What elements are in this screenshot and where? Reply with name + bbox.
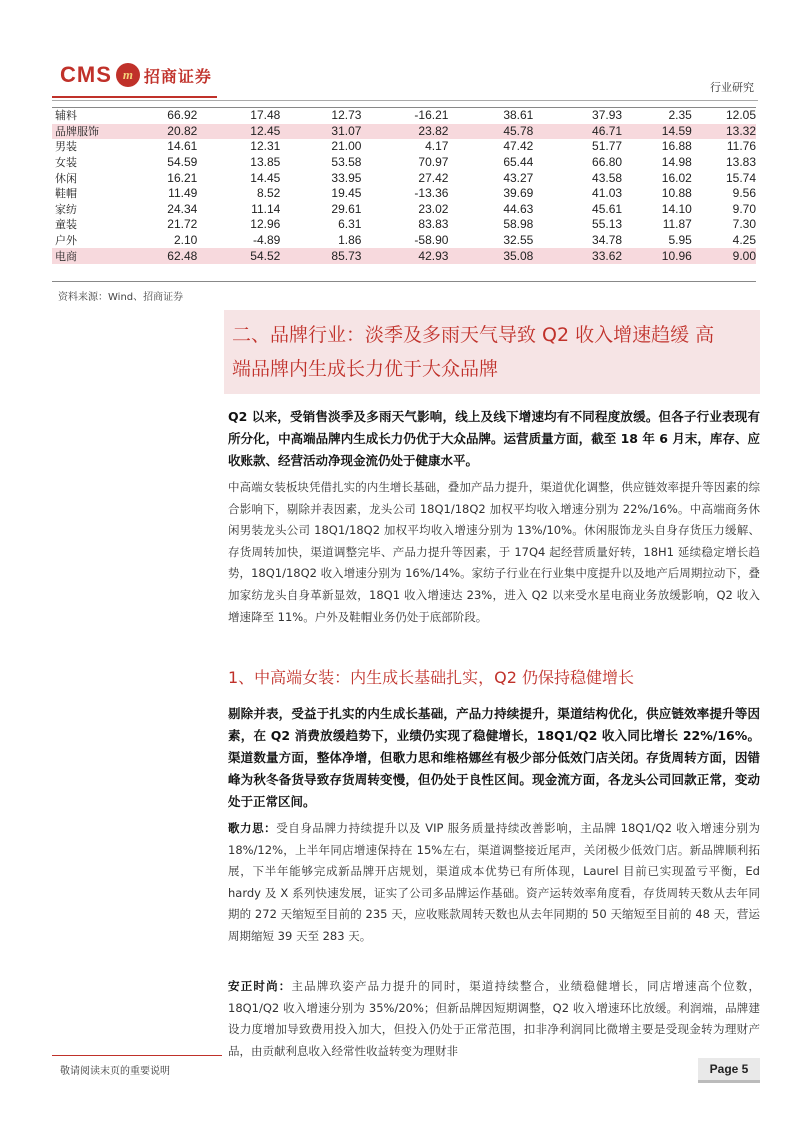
revenue-growth-table xyxy=(52,108,756,264)
table-cell: 16.02 xyxy=(661,170,692,185)
table-cell: 38.61 xyxy=(503,108,534,123)
table-cell: 12.96 xyxy=(250,217,281,232)
table-cell: -58.90 xyxy=(414,233,449,248)
table-cell: 5.95 xyxy=(668,233,692,248)
table-cell: 12.31 xyxy=(250,139,281,154)
table-cell: 39.69 xyxy=(503,186,534,201)
company-text-gls: 受自身品牌力持续提升以及 VIP 服务质量持续改善影响，主品牌 18Q1/Q2 收入增速分别为 18%/12%，上半年同店增速保持在 15%左右，渠道调整接近尾声，关闭极少低效门店。新品牌顺利拓展，下半年能够完成新品牌开店规划，渠道成本优势已有所体现，Laurel 目前已实现盈亏平衡，Ed hardy 及 X 系列快速发展，证实了公司多品牌运作基础。资产运转效率角度看，存货周转天数从去年同期的 272 天缩短至目前的 235 天，应收账款周转天数也从去年同期的 50 天缩短至目前的 48 天，营运周期缩短 39 天至 283 天。 xyxy=(228,821,760,943)
intro-bold-paragraph: Q2 以来，受销售淡季及多雨天气影响，线上及线下增速均有不同程度放缓。但各子行业表现有所分化，中高端品牌内生成长力仍优于大众品牌。运营质量方面，截至 18 年 6 月末，库存、应收账款、经营活动净现金流仍处于健康水平。 xyxy=(228,409,760,468)
table-cell: 2.35 xyxy=(668,108,692,123)
table-cell: 54.59 xyxy=(167,155,198,170)
intro-summary xyxy=(228,406,760,472)
table-cell: 20.82 xyxy=(131,124,197,140)
table-cell: -13.36 xyxy=(414,186,449,201)
table-cell: 85.73 xyxy=(280,248,361,264)
table-cell: 47.42 xyxy=(503,139,534,154)
footer-disclaimer: 敬请阅读末页的重要说明 xyxy=(60,1066,170,1077)
table-cell: 14.10 xyxy=(661,201,692,216)
section-title xyxy=(232,318,758,386)
table-row-category: 电商 xyxy=(52,248,131,264)
section-title-line-1: 二、品牌行业：淡季及多雨天气导致 Q2 收入增速趋缓 高 xyxy=(232,324,715,346)
company-paragraph-gls xyxy=(228,818,760,948)
table-cell: 14.59 xyxy=(622,124,692,140)
company-name-gls: 歌力思： xyxy=(228,821,277,835)
intro-body-paragraph: 中高端女装板块凭借扎实的内生增长基础，叠加产品力提升，渠道优化调整，供应链效率提升等因素的综合影响下，剔除并表因素，龙头公司 18Q1/18Q2 加权平均收入增速分别为 22%/16%。中高端商务休闲男装龙头公司 18Q1/18Q2 加权平均收入增速分别为 13%/10%。休闲服饰龙头自身存货压力缓解、存货周转加快，渠道调整完毕、产品力提升等因素，于 17Q4 起经营质量好转，18H1 延续稳定增长趋势，18Q1/18Q2 收入增速分别为 16%/14%。家纺子行业在行业集中度提升以及地产后周期拉动下，叠加家纺龙头自身革新显效，18Q1 收入增速达 23%，进入 Q2 以来受水星电商业务放缓影响，Q2 收入增速降至 11%。户外及鞋帽业务仍处于底部阶段。 xyxy=(228,480,760,624)
table-row-category: 鞋帽 xyxy=(55,187,77,201)
table-cell: 41.03 xyxy=(592,186,623,201)
table-cell: 11.49 xyxy=(168,186,198,201)
table-cell: 51.77 xyxy=(592,139,623,154)
logo-mark-icon: m xyxy=(116,63,140,87)
table-row-category: 童装 xyxy=(55,218,77,232)
header-divider xyxy=(52,100,758,101)
table-cell: 14.45 xyxy=(250,170,281,185)
table-cell: 12.73 xyxy=(331,108,362,123)
table-cell: 33.62 xyxy=(533,248,622,264)
table-cell: 33.95 xyxy=(331,170,362,185)
table-cell: 34.78 xyxy=(592,233,623,248)
page-number: Page 5 xyxy=(698,1058,760,1083)
table-cell: 31.07 xyxy=(280,124,361,140)
footer-divider xyxy=(52,1055,222,1056)
section-title-line-2: 端品牌内生成长力优于大众品牌 xyxy=(232,358,499,380)
table-cell: 11.87 xyxy=(662,217,692,232)
table-row xyxy=(52,217,756,233)
logo-cms-text: CMS xyxy=(60,62,112,87)
table-row-category: 户外 xyxy=(55,234,77,248)
table-cell: 23.82 xyxy=(361,124,448,140)
table-cell: 53.58 xyxy=(331,155,362,170)
subsection-title: 1、中高端女装：内生成长基础扎实，Q2 仍保持稳健增长 xyxy=(228,668,635,687)
table-cell: 9.00 xyxy=(692,248,756,264)
intro-detail xyxy=(228,477,760,628)
table-cell: 17.48 xyxy=(250,108,281,123)
table-cell: 14.98 xyxy=(661,155,692,170)
table-row-category: 品牌服饰 xyxy=(52,124,131,140)
table-cell: 10.88 xyxy=(661,186,692,201)
table-cell: 42.93 xyxy=(361,248,448,264)
table-cell: 1.86 xyxy=(338,233,362,248)
table-cell: 37.93 xyxy=(592,108,623,123)
company-text-azss: 主品牌玖姿产品力提升的同时，渠道持续整合，业绩稳健增长，同店增速高个位数，18Q1/Q2 收入增速分别为 35%/20%；但新品牌因短期调整，Q2 收入增速环比放缓。利润端，品牌建设力度增加导致费用投入加大，但投入仍处于正常范围，扣非净利润同比微增主要是受现金转为理财产品，由贡献利息收入经常性收益转变为理财非 xyxy=(228,979,761,1058)
table-cell: 10.96 xyxy=(622,248,692,264)
table-cell: 8.52 xyxy=(256,186,281,201)
table-cell: 13.83 xyxy=(725,155,756,170)
table-cell: 43.27 xyxy=(503,170,534,185)
table-cell: 23.02 xyxy=(418,201,449,216)
table-cell: 21.00 xyxy=(331,139,362,154)
table-cell: 9.56 xyxy=(732,186,756,201)
table-cell: 35.08 xyxy=(448,248,533,264)
table-cell: -4.89 xyxy=(252,233,281,248)
table-bottom-rule xyxy=(52,281,756,282)
table-row xyxy=(52,170,756,186)
table-cell: 9.70 xyxy=(732,201,756,216)
table-cell: 11.76 xyxy=(726,139,756,154)
table-cell: 24.34 xyxy=(167,201,198,216)
table-row xyxy=(52,202,756,218)
table-cell: 62.48 xyxy=(131,248,197,264)
table-cell: 32.55 xyxy=(503,233,534,248)
company-paragraph-azss xyxy=(228,976,760,1062)
table-cell: 4.25 xyxy=(732,233,756,248)
table-row xyxy=(52,139,756,155)
table-cell: 70.97 xyxy=(418,155,449,170)
table-cell: -16.21 xyxy=(414,108,449,123)
table-cell: 2.10 xyxy=(173,233,198,248)
table-row-category: 辅料 xyxy=(55,109,77,123)
table-cell: 16.21 xyxy=(167,170,198,185)
table-cell: 15.74 xyxy=(725,170,756,185)
table-cell: 12.05 xyxy=(725,108,756,123)
company-logo xyxy=(60,62,212,88)
page-header xyxy=(52,52,762,104)
table-row-category: 休闲 xyxy=(55,171,77,185)
table-cell: 16.88 xyxy=(661,139,692,154)
table-cell: 4.17 xyxy=(425,139,449,154)
table-row-category: 女装 xyxy=(55,156,77,170)
table-row xyxy=(52,108,756,124)
table-cell: 46.71 xyxy=(533,124,622,140)
table-cell: 54.52 xyxy=(197,248,280,264)
company-name-azss: 安正时尚： xyxy=(228,979,292,993)
table-cell: 12.45 xyxy=(197,124,280,140)
table-row xyxy=(52,155,756,171)
table-cell: 7.30 xyxy=(732,217,756,232)
table-cell: 11.14 xyxy=(251,201,281,216)
table-row xyxy=(52,233,756,249)
table-cell: 6.31 xyxy=(338,217,362,232)
table-cell: 83.83 xyxy=(418,217,449,232)
table-row-category: 男装 xyxy=(55,140,77,154)
table-cell: 43.58 xyxy=(592,170,623,185)
table-cell: 14.61 xyxy=(167,139,198,154)
table-cell: 27.42 xyxy=(418,170,449,185)
report-category: 行业研究 xyxy=(710,81,754,94)
table-cell: 13.85 xyxy=(250,155,281,170)
subsection-bold-paragraph: 剔除并表，受益于扎实的内生成长基础，产品力持续提升，渠道结构优化，供应链效率提升等因素，在 Q2 消费放缓趋势下，业绩仍实现了稳健增长，18Q1/Q2 收入同比增长 22%/16%。渠道数量方面，整体净增，但歌力思和维格娜丝有极少部分低效门店关闭。存货周转方面，因错峰为秋冬备货导致存货周转变慢，但仍处于良性区间。现金流方面，各龙头公司回款正常，变动处于正常区间。 xyxy=(228,706,760,809)
table-cell: 66.80 xyxy=(592,155,623,170)
logo-chinese-text: 招商证券 xyxy=(143,66,212,86)
table-cell: 29.61 xyxy=(331,201,362,216)
table-cell: 66.92 xyxy=(167,108,198,123)
table-cell: 21.72 xyxy=(167,217,198,232)
table-cell: 19.45 xyxy=(331,186,362,201)
table-row xyxy=(52,248,756,264)
table-row xyxy=(52,186,756,202)
table-cell: 13.32 xyxy=(692,124,756,140)
table-cell: 45.78 xyxy=(448,124,533,140)
subsection-summary xyxy=(228,703,760,813)
logo-underline xyxy=(52,96,217,98)
table-cell: 65.44 xyxy=(503,155,534,170)
table-cell: 58.98 xyxy=(503,217,534,232)
table-row xyxy=(52,124,756,140)
table-source: 资料来源：Wind、招商证券 xyxy=(58,292,184,303)
table-row-category: 家纺 xyxy=(55,202,77,216)
table-cell: 55.13 xyxy=(592,217,623,232)
table-cell: 44.63 xyxy=(503,201,534,216)
table-cell: 45.61 xyxy=(592,201,623,216)
